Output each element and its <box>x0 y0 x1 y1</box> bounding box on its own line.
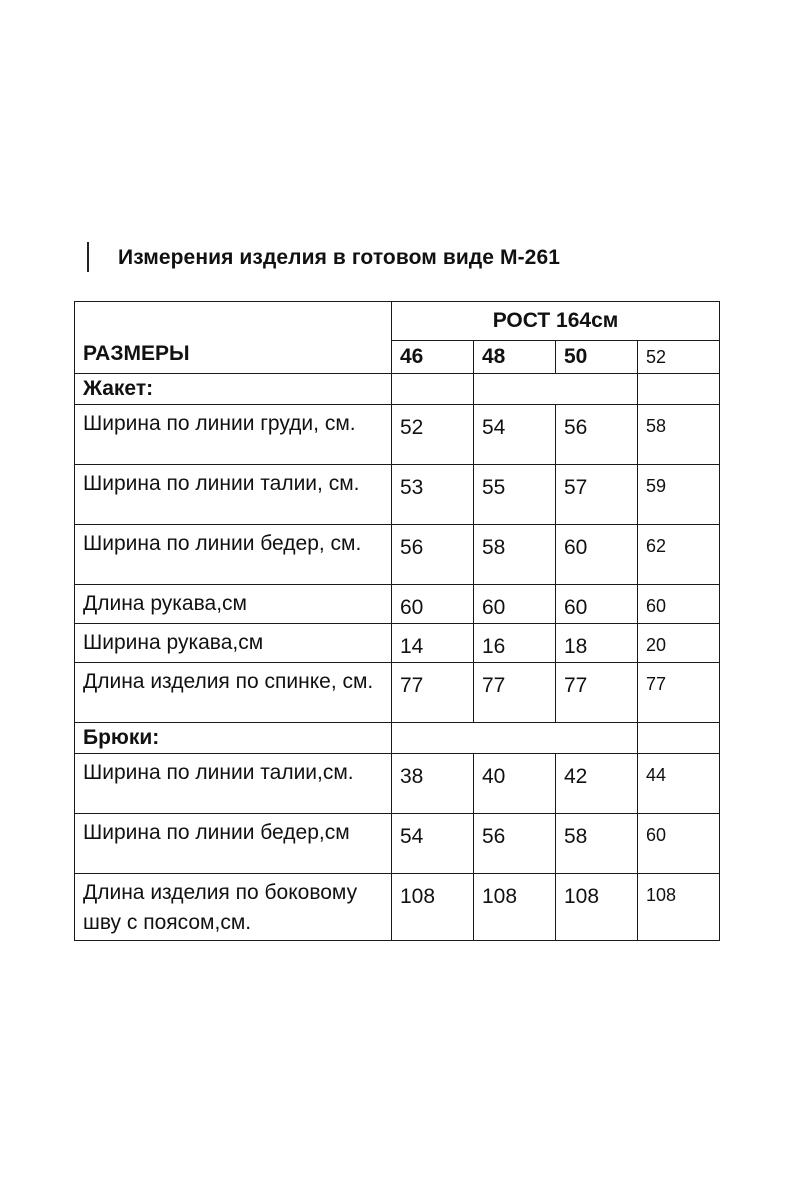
value-cell: 77 <box>474 663 556 723</box>
value-cell: 42 <box>556 754 638 814</box>
text-cursor-bar <box>87 242 89 272</box>
table-row <box>75 525 720 585</box>
table-row <box>75 465 720 525</box>
section-title: Жакет: <box>75 374 392 405</box>
value-cell: 54 <box>392 814 474 874</box>
empty-cell <box>638 723 720 754</box>
value-cell: 53 <box>392 465 474 525</box>
size-header-cell: 52 <box>638 341 720 374</box>
value-cell: 20 <box>638 624 720 663</box>
growth-header: РОСТ 164см <box>392 302 720 341</box>
row-label: Длина изделия по боковому шву с поясом,см. <box>75 874 392 941</box>
value-cell: 60 <box>638 585 720 624</box>
table-row <box>75 754 720 814</box>
value-cell: 40 <box>474 754 556 814</box>
sizes-header-label: РАЗМЕРЫ <box>75 302 392 374</box>
value-cell: 55 <box>474 465 556 525</box>
empty-cell <box>638 374 720 405</box>
value-cell: 62 <box>638 525 720 585</box>
value-cell: 77 <box>556 663 638 723</box>
measurements-table <box>74 301 720 941</box>
table-row <box>75 585 720 624</box>
value-cell: 60 <box>556 585 638 624</box>
value-cell: 56 <box>474 814 556 874</box>
header-row-growth <box>75 302 720 341</box>
table-row <box>75 624 720 663</box>
value-cell: 58 <box>556 814 638 874</box>
value-cell: 59 <box>638 465 720 525</box>
value-cell: 56 <box>392 525 474 585</box>
table-row <box>75 874 720 941</box>
value-cell: 44 <box>638 754 720 814</box>
table-row <box>75 663 720 723</box>
value-cell: 56 <box>556 405 638 465</box>
value-cell: 60 <box>474 585 556 624</box>
document-title: Измерения изделия в готовом виде М-261 <box>118 246 561 269</box>
value-cell: 60 <box>638 814 720 874</box>
row-label: Ширина по линии талии,см. <box>75 754 392 814</box>
value-cell: 60 <box>392 585 474 624</box>
value-cell: 14 <box>392 624 474 663</box>
row-label: Ширина по линии груди, см. <box>75 405 392 465</box>
empty-cell <box>392 723 638 754</box>
value-cell: 108 <box>638 874 720 941</box>
section-title: Брюки: <box>75 723 392 754</box>
row-label: Длина рукава,см <box>75 585 392 624</box>
row-label: Ширина по линии талии, см. <box>75 465 392 525</box>
table-row <box>75 405 720 465</box>
value-cell: 57 <box>556 465 638 525</box>
size-header-cell: 48 <box>474 341 556 374</box>
row-label: Ширина по линии бедер, см. <box>75 525 392 585</box>
value-cell: 77 <box>638 663 720 723</box>
value-cell: 108 <box>392 874 474 941</box>
value-cell: 52 <box>392 405 474 465</box>
value-cell: 108 <box>556 874 638 941</box>
value-cell: 60 <box>556 525 638 585</box>
empty-cell <box>392 374 474 405</box>
empty-cell <box>474 374 638 405</box>
value-cell: 54 <box>474 405 556 465</box>
value-cell: 77 <box>392 663 474 723</box>
table-row <box>75 814 720 874</box>
section-row-trousers <box>75 723 720 754</box>
value-cell: 58 <box>638 405 720 465</box>
value-cell: 58 <box>474 525 556 585</box>
row-label: Ширина по линии бедер,см <box>75 814 392 874</box>
value-cell: 16 <box>474 624 556 663</box>
value-cell: 18 <box>556 624 638 663</box>
size-header-cell: 46 <box>392 341 474 374</box>
value-cell: 38 <box>392 754 474 814</box>
section-row-jacket <box>75 374 720 405</box>
row-label: Длина изделия по спинке, см. <box>75 663 392 723</box>
size-header-cell: 50 <box>556 341 638 374</box>
value-cell: 108 <box>474 874 556 941</box>
row-label: Ширина рукава,см <box>75 624 392 663</box>
